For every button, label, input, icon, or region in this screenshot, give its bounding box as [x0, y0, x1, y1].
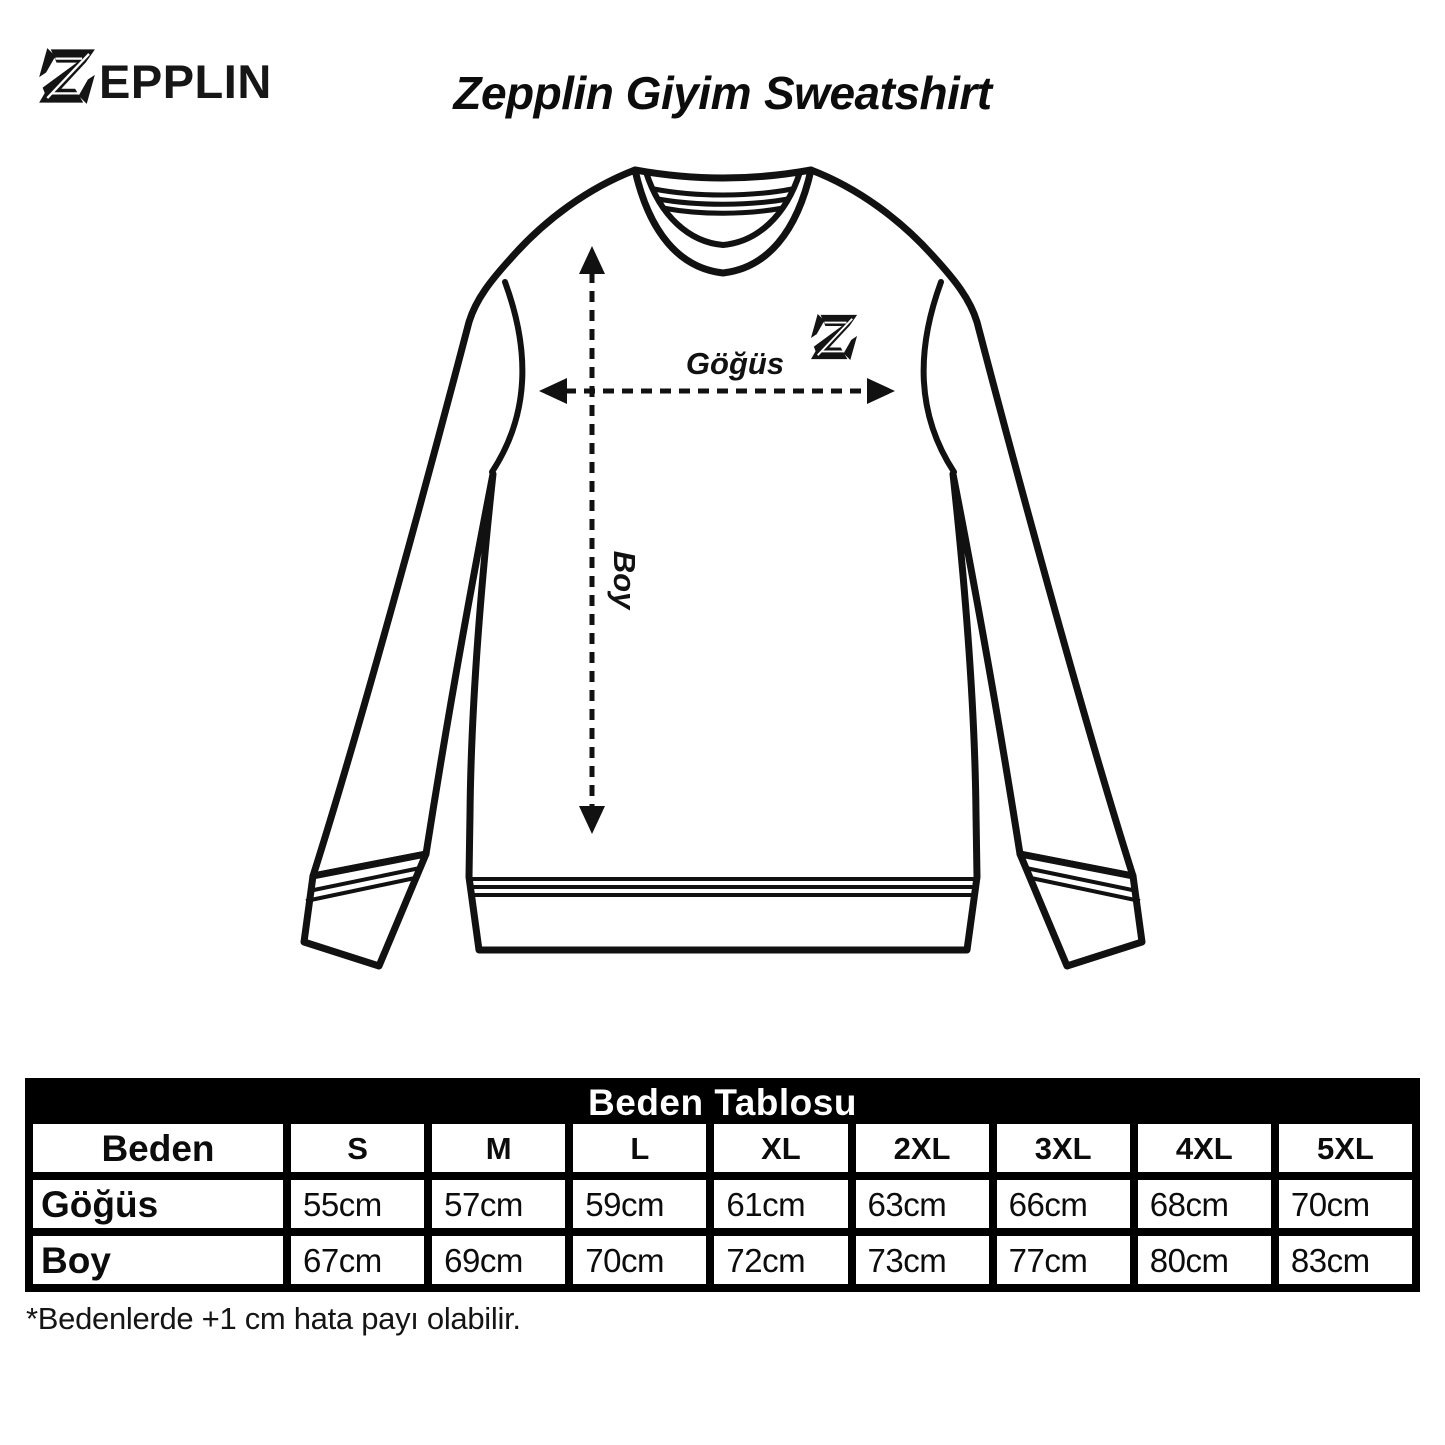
page-title-product: Sweatshirt [764, 67, 992, 119]
chest-value-4xl: 68cm [1138, 1180, 1271, 1228]
row-label-chest: Göğüs [33, 1180, 283, 1228]
chest-value-s: 55cm [291, 1180, 424, 1228]
size-col-header-3xl: 3XL [997, 1124, 1130, 1172]
chest-value-m: 57cm [432, 1180, 565, 1228]
sweatshirt-diagram [283, 156, 1163, 1011]
length-value-l: 70cm [573, 1236, 706, 1284]
chest-value-xl: 61cm [714, 1180, 847, 1228]
length-value-2xl: 73cm [856, 1236, 989, 1284]
chest-value-3xl: 66cm [997, 1180, 1130, 1228]
chest-measure-label: Göğüs [685, 346, 785, 381]
size-col-header-s: S [291, 1124, 424, 1172]
size-col-header-5xl: 5XL [1279, 1124, 1412, 1172]
length-value-m: 69cm [432, 1236, 565, 1284]
brand-wordmark: EPPLIN [99, 55, 272, 108]
size-col-header-m: M [432, 1124, 565, 1172]
size-table-grid [33, 1124, 1412, 1284]
size-table-title: Beden Tablosu [588, 1082, 857, 1123]
row-label-length: Boy [33, 1236, 283, 1284]
length-value-s: 67cm [291, 1236, 424, 1284]
size-tolerance-footnote: *Bedenlerde +1 cm hata payı olabilir. [26, 1301, 521, 1336]
chest-value-5xl: 70cm [1279, 1180, 1412, 1228]
page-title [0, 66, 1445, 120]
garment-outline [304, 170, 1142, 966]
chest-value-l: 59cm [573, 1180, 706, 1228]
length-value-5xl: 83cm [1279, 1236, 1412, 1284]
sweatshirt-line-art [283, 156, 1163, 1011]
page-title-prefix: Zepplin Giyim [453, 67, 751, 119]
size-col-header-4xl: 4XL [1138, 1124, 1271, 1172]
chest-value-2xl: 63cm [856, 1180, 989, 1228]
length-value-4xl: 80cm [1138, 1236, 1271, 1284]
size-col-header-l: L [573, 1124, 706, 1172]
size-col-header-2xl: 2XL [856, 1124, 989, 1172]
length-value-3xl: 77cm [997, 1236, 1130, 1284]
size-table-corner-header: Beden [33, 1124, 283, 1172]
length-value-xl: 72cm [714, 1236, 847, 1284]
length-measure-label: Boy [607, 550, 642, 610]
size-col-header-xl: XL [714, 1124, 847, 1172]
size-table [25, 1078, 1420, 1292]
